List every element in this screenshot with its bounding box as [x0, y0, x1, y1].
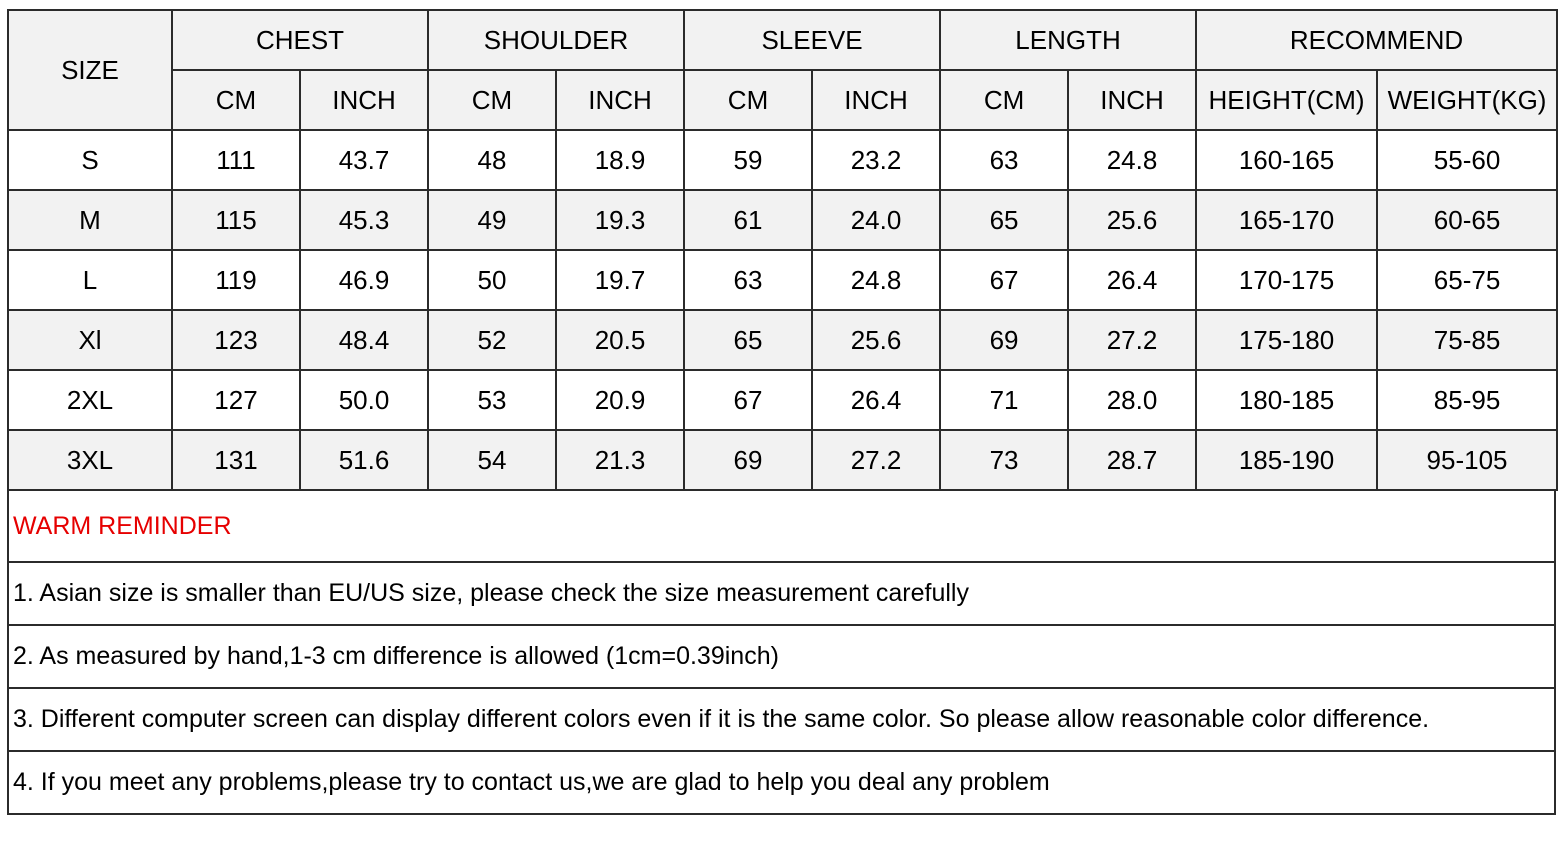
table-cell: 20.5 [556, 310, 684, 370]
reminder-note-row [8, 751, 1555, 814]
reminder-note-row [8, 562, 1555, 625]
table-row [8, 430, 1557, 490]
reminder-table [7, 489, 1556, 815]
reminder-note: 4. If you meet any problems,please try to contact us,we are glad to help you deal any problem [8, 751, 1555, 814]
table-cell: 25.6 [812, 310, 940, 370]
table-cell: 27.2 [1068, 310, 1196, 370]
table-cell: 50.0 [300, 370, 428, 430]
table-cell: 28.0 [1068, 370, 1196, 430]
table-cell: 69 [940, 310, 1068, 370]
reminder-note: 3. Different computer screen can display different colors even if it is the same color. So please allow reasonable color difference. [8, 688, 1555, 751]
table-cell: 48 [428, 130, 556, 190]
table-cell: 53 [428, 370, 556, 430]
table-cell: 60-65 [1377, 190, 1557, 250]
table-cell: 26.4 [1068, 250, 1196, 310]
table-cell: 27.2 [812, 430, 940, 490]
table-cell: 65 [684, 310, 812, 370]
size-table [7, 9, 1558, 491]
table-cell: 49 [428, 190, 556, 250]
table-cell: 63 [684, 250, 812, 310]
table-cell: 45.3 [300, 190, 428, 250]
table-body [8, 130, 1557, 490]
table-cell: 52 [428, 310, 556, 370]
table-cell: 18.9 [556, 130, 684, 190]
table-cell: 63 [940, 130, 1068, 190]
table-cell: 73 [940, 430, 1068, 490]
group-header-shoulder: SHOULDER [428, 10, 684, 70]
table-cell: 26.4 [812, 370, 940, 430]
table-cell: 119 [172, 250, 300, 310]
table-cell: 65 [940, 190, 1068, 250]
header-row-units [8, 70, 1557, 130]
unit-header: WEIGHT(KG) [1377, 70, 1557, 130]
unit-header: HEIGHT(CM) [1196, 70, 1377, 130]
unit-header: INCH [1068, 70, 1196, 130]
table-cell: 61 [684, 190, 812, 250]
table-cell: 55-60 [1377, 130, 1557, 190]
header-row-groups [8, 10, 1557, 70]
table-cell: 175-180 [1196, 310, 1377, 370]
table-cell: 48.4 [300, 310, 428, 370]
reminder-note: 2. As measured by hand,1-3 cm difference is allowed (1cm=0.39inch) [8, 625, 1555, 688]
unit-header: CM [940, 70, 1068, 130]
table-cell: 43.7 [300, 130, 428, 190]
table-cell: 95-105 [1377, 430, 1557, 490]
table-cell: 21.3 [556, 430, 684, 490]
size-chart [7, 9, 1556, 815]
table-cell: 111 [172, 130, 300, 190]
table-cell: 65-75 [1377, 250, 1557, 310]
size-header: SIZE [8, 10, 172, 130]
table-cell: 67 [684, 370, 812, 430]
unit-header: CM [684, 70, 812, 130]
unit-header: INCH [300, 70, 428, 130]
table-row [8, 190, 1557, 250]
table-cell: 59 [684, 130, 812, 190]
unit-header: INCH [556, 70, 684, 130]
table-cell: 170-175 [1196, 250, 1377, 310]
table-row [8, 130, 1557, 190]
table-cell: 67 [940, 250, 1068, 310]
reminder-note: 1. Asian size is smaller than EU/US size, please check the size measurement carefully [8, 562, 1555, 625]
group-header-chest: CHEST [172, 10, 428, 70]
unit-header: CM [172, 70, 300, 130]
size-cell: M [8, 190, 172, 250]
table-cell: 131 [172, 430, 300, 490]
table-cell: 24.0 [812, 190, 940, 250]
reminder-note-row [8, 688, 1555, 751]
table-row [8, 370, 1557, 430]
reminder-note-row [8, 625, 1555, 688]
table-cell: 185-190 [1196, 430, 1377, 490]
group-header-recommend: RECOMMEND [1196, 10, 1557, 70]
reminder-title: WARM REMINDER [8, 490, 1555, 562]
table-cell: 24.8 [1068, 130, 1196, 190]
table-cell: 20.9 [556, 370, 684, 430]
reminder-title-row [8, 490, 1555, 562]
size-cell: Xl [8, 310, 172, 370]
size-cell: S [8, 130, 172, 190]
table-cell: 160-165 [1196, 130, 1377, 190]
table-cell: 46.9 [300, 250, 428, 310]
group-header-sleeve: SLEEVE [684, 10, 940, 70]
table-cell: 85-95 [1377, 370, 1557, 430]
table-cell: 25.6 [1068, 190, 1196, 250]
table-cell: 75-85 [1377, 310, 1557, 370]
table-cell: 69 [684, 430, 812, 490]
table-cell: 24.8 [812, 250, 940, 310]
table-cell: 51.6 [300, 430, 428, 490]
table-cell: 123 [172, 310, 300, 370]
table-cell: 54 [428, 430, 556, 490]
unit-header: INCH [812, 70, 940, 130]
unit-header: CM [428, 70, 556, 130]
table-cell: 127 [172, 370, 300, 430]
table-cell: 165-170 [1196, 190, 1377, 250]
size-cell: 2XL [8, 370, 172, 430]
table-row [8, 250, 1557, 310]
size-cell: 3XL [8, 430, 172, 490]
table-cell: 180-185 [1196, 370, 1377, 430]
table-row [8, 310, 1557, 370]
table-cell: 19.7 [556, 250, 684, 310]
table-cell: 71 [940, 370, 1068, 430]
size-cell: L [8, 250, 172, 310]
table-cell: 115 [172, 190, 300, 250]
group-header-length: LENGTH [940, 10, 1196, 70]
table-cell: 50 [428, 250, 556, 310]
table-cell: 28.7 [1068, 430, 1196, 490]
table-cell: 23.2 [812, 130, 940, 190]
table-cell: 19.3 [556, 190, 684, 250]
